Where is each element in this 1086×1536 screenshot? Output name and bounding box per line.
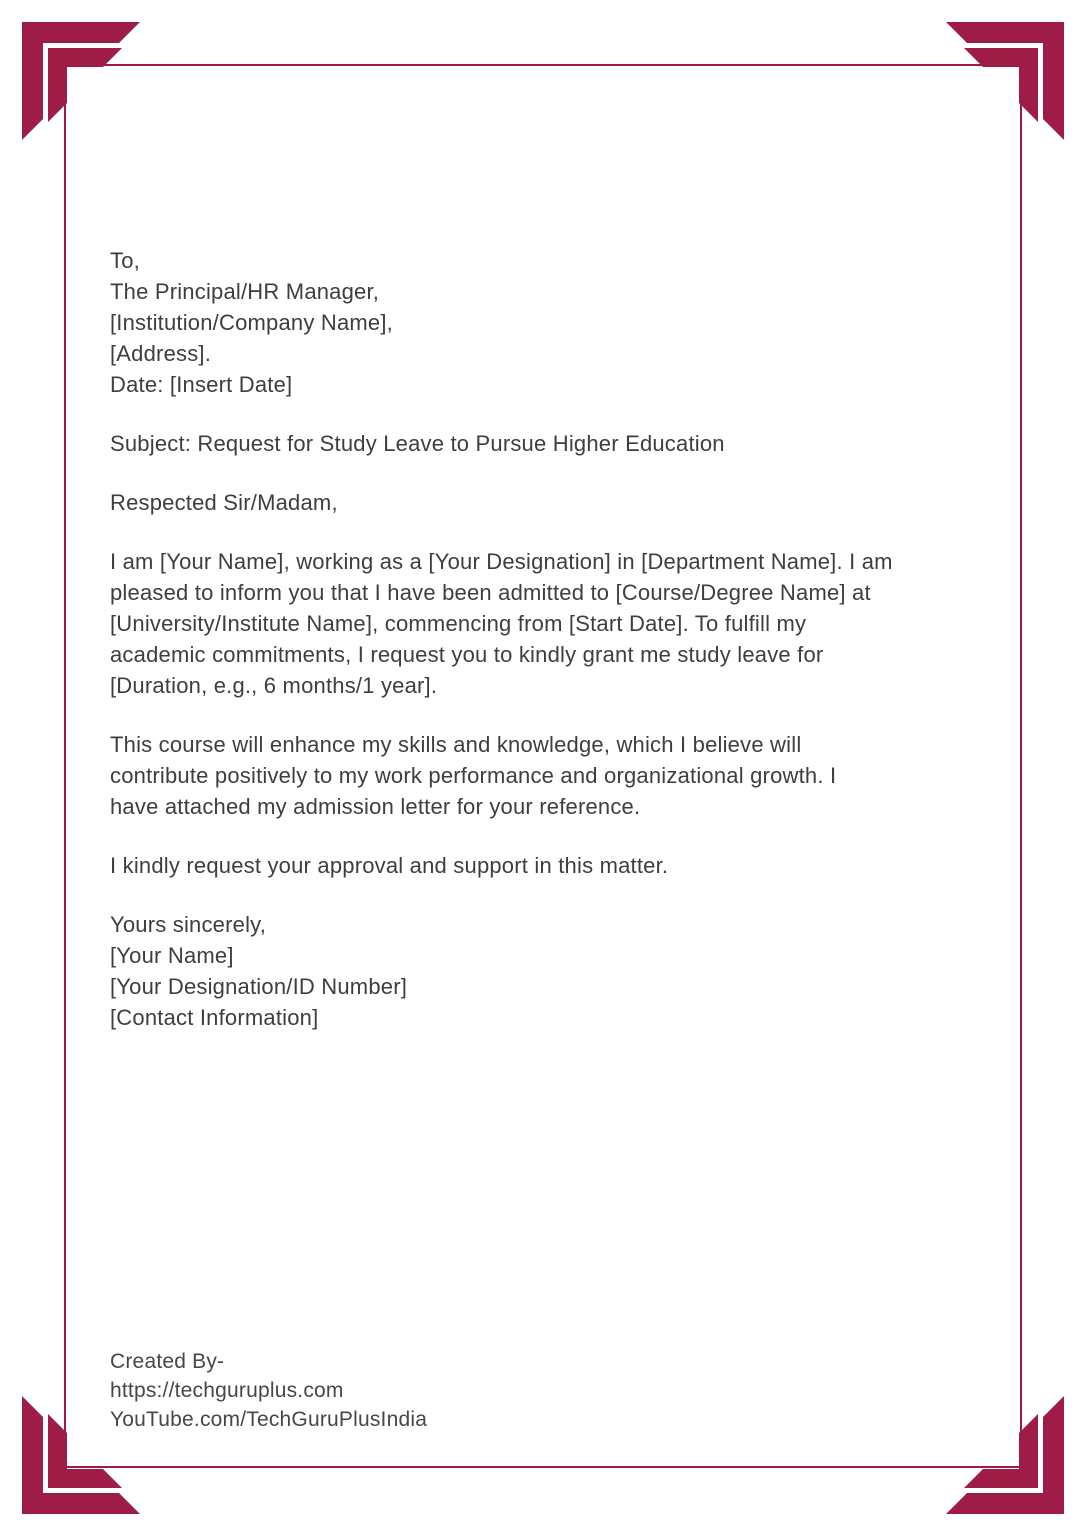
body-line: contribute positively to my work performance and organizational growth. I (110, 763, 837, 788)
letter-content (110, 245, 1010, 1033)
corner-ornament-top-left (0, 0, 150, 150)
recipient-line: [Institution/Company Name], (110, 310, 393, 335)
recipient-line: [Address]. (110, 341, 212, 366)
closing-line: [Your Name] (110, 943, 234, 968)
body-paragraph-1 (110, 546, 1010, 701)
body-line: [Duration, e.g., 6 months/1 year]. (110, 673, 438, 698)
recipient-block (110, 245, 1010, 400)
body-line: academic commitments, I request you to kindly grant me study leave for (110, 642, 824, 667)
body-line: I kindly request your approval and support in this matter. (110, 853, 669, 878)
body-line: This course will enhance my skills and knowledge, which I believe will (110, 732, 802, 757)
body-paragraph-3 (110, 850, 1010, 881)
website-url: https://techguruplus.com (110, 1379, 344, 1402)
body-line: pleased to inform you that I have been admitted to [Course/Degree Name] at (110, 580, 871, 605)
body-line: [University/Institute Name], commencing from [Start Date]. To fulfill my (110, 611, 807, 636)
recipient-line: Date: [Insert Date] (110, 372, 293, 397)
corner-ornament-top-right (936, 0, 1086, 150)
body-line: I am [Your Name], working as a [Your Designation] in [Department Name]. I am (110, 549, 893, 574)
salutation-line: Respected Sir/Madam, (110, 490, 338, 515)
youtube-url: YouTube.com/TechGuruPlusIndia (110, 1408, 428, 1431)
body-line: have attached my admission letter for your reference. (110, 794, 641, 819)
closing-line: [Your Designation/ID Number] (110, 974, 408, 999)
recipient-line: To, (110, 248, 140, 273)
corner-ornament-bottom-right (936, 1386, 1086, 1536)
recipient-line: The Principal/HR Manager, (110, 279, 380, 304)
closing-line: Yours sincerely, (110, 912, 267, 937)
body-paragraph-2 (110, 729, 1010, 822)
closing-line: [Contact Information] (110, 1005, 319, 1030)
subject-line: Subject: Request for Study Leave to Pursue Higher Education (110, 431, 725, 456)
created-by-label: Created By- (110, 1350, 225, 1373)
footer-credit (110, 1347, 427, 1434)
closing-block (110, 909, 1010, 1033)
